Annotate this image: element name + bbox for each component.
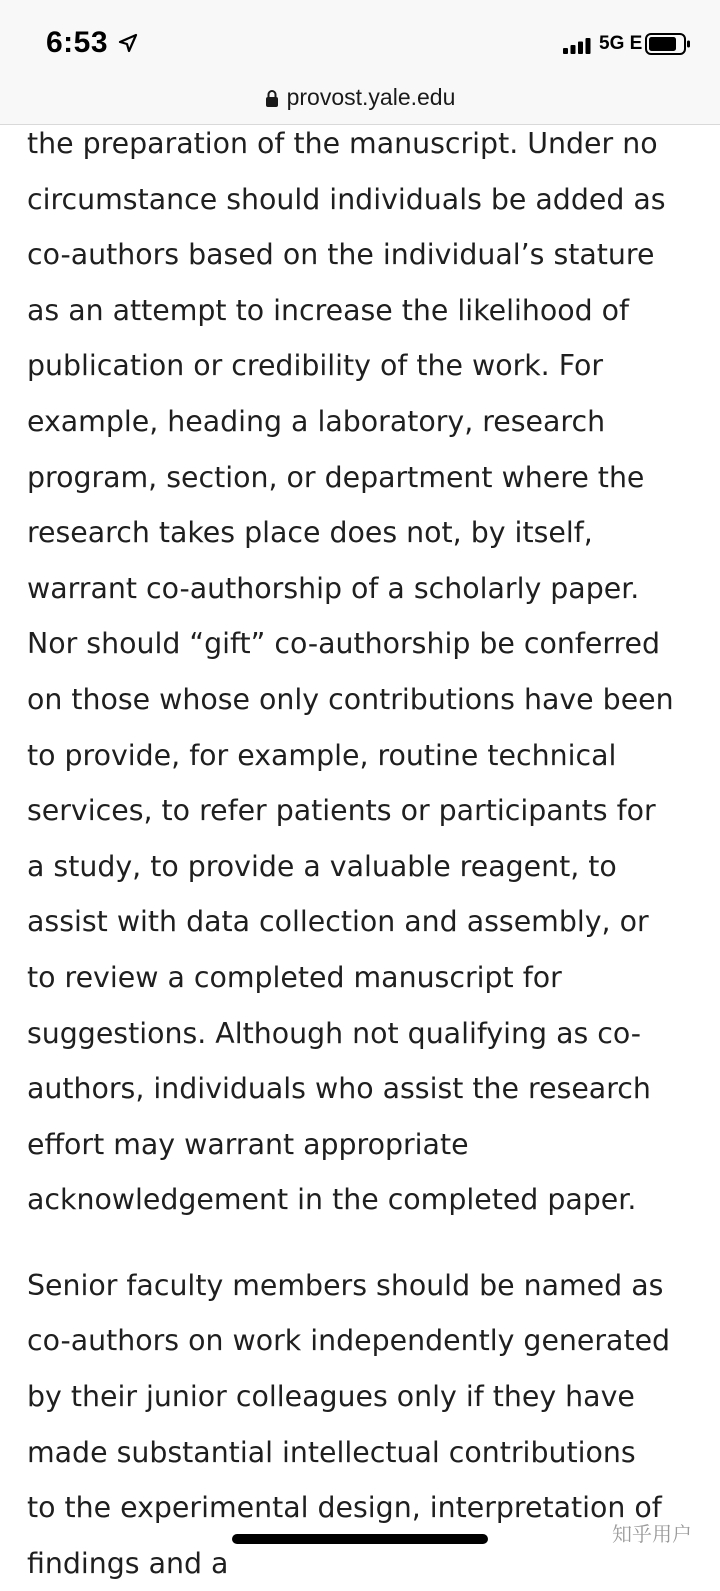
status-bar xyxy=(0,0,720,80)
text-line: Nor should “gift” co-authorship be conferred xyxy=(27,627,661,661)
battery-icon xyxy=(645,33,691,55)
article-paragraph-1 xyxy=(27,116,717,1228)
text-line: to provide, for example, routine technical xyxy=(27,738,617,772)
status-time: 6:53 xyxy=(46,26,109,59)
text-line: authors, individuals who assist the research xyxy=(27,1072,651,1106)
text-line: made substantial intellectual contributions xyxy=(27,1435,636,1469)
location-arrow-icon xyxy=(118,33,138,53)
url-domain: provost.yale.edu xyxy=(286,84,456,110)
text-line: warrant co-authorship of a scholarly paper. xyxy=(27,571,640,605)
text-line: publication or credibility of the work. For xyxy=(27,349,604,383)
text-line: assist with data collection and assembly, or xyxy=(27,905,649,939)
text-line: a study, to provide a valuable reagent, to xyxy=(27,849,617,883)
network-type: 5G E xyxy=(599,33,643,54)
text-line: services, to refer patients or participants for xyxy=(27,794,656,828)
text-line: co-authors on work independently generated xyxy=(27,1324,671,1358)
home-indicator[interactable] xyxy=(232,1534,488,1544)
signal-bars-icon xyxy=(563,38,591,54)
text-line: to review a completed manuscript for xyxy=(27,960,562,994)
text-line: as an attempt to increase the likelihood of xyxy=(27,293,630,327)
text-line: Senior faculty members should be named as xyxy=(27,1268,664,1302)
text-line: findings and a xyxy=(27,1546,229,1580)
text-line: to the experimental design, interpretation of xyxy=(27,1491,662,1525)
text-line: example, heading a laboratory, research xyxy=(27,404,606,438)
text-line: acknowledgement in the completed paper. xyxy=(27,1183,637,1217)
text-line: research takes place does not, by itself, xyxy=(27,516,593,550)
text-line: by their junior colleagues only if they have xyxy=(27,1380,635,1414)
text-line: program, section, or department where the xyxy=(27,460,645,494)
text-line: the preparation of the manuscript. Under no xyxy=(27,127,658,160)
text-line: effort may warrant appropriate xyxy=(27,1127,469,1161)
text-line: circumstance should individuals be added as xyxy=(27,182,666,216)
article-body xyxy=(27,116,717,1591)
text-line: suggestions. Although not qualifying as co- xyxy=(27,1016,642,1050)
url-display[interactable] xyxy=(0,84,720,111)
watermark-text: 知乎用户 xyxy=(612,1522,692,1546)
text-line: on those whose only contributions have been xyxy=(27,682,674,716)
lock-icon xyxy=(265,89,279,107)
text-line: co-authors based on the individual’s stature xyxy=(27,238,655,272)
